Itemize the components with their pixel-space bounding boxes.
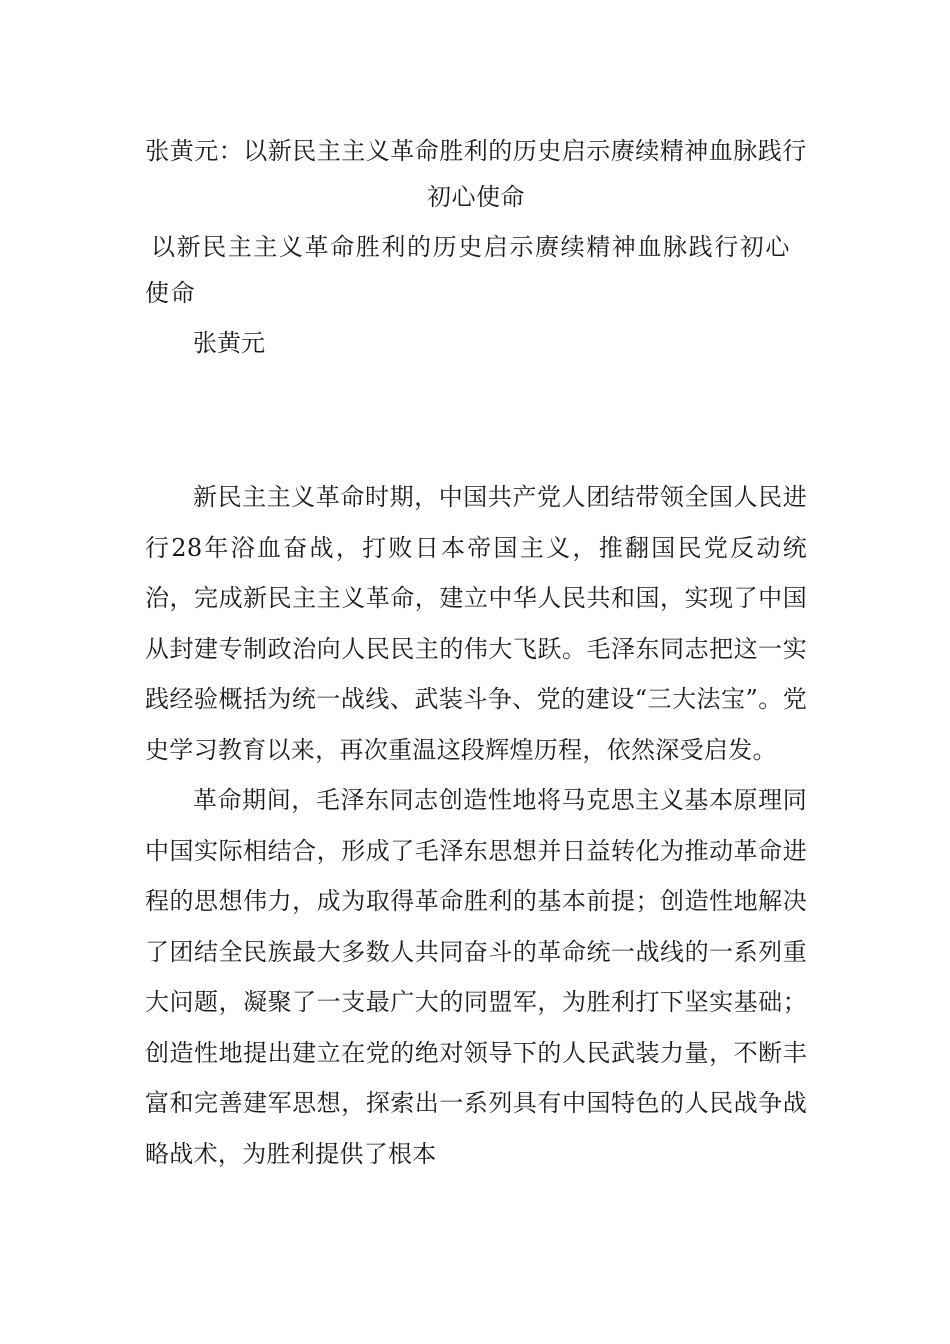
author-name: 张黄元 xyxy=(193,329,265,357)
document-subtitle: 以新民主主义革命胜利的历史启示赓续精神血脉践行初心使命 xyxy=(145,233,791,307)
body-paragraph: 革命期间，毛泽东同志创造性地将马克思主义基本原理同中国实际相结合，形成了毛泽东思想并日益转化为推动革命进程的思想伟力，成为取得革命胜利的基本前提；创造性地解决了团结全民族最大多数人共同奋斗的革命统一战线的一系列重大问题，凝聚了一支最广大的同盟军，为胜利打下坚实基础；创造性地提出建立在党的绝对领导下的人民武装力量，不断丰富和完善建军思想，探索出一系列具有中国特色的人民战争战略战术，为胜利提供了根本 xyxy=(145,786,807,1168)
document-page xyxy=(145,128,807,1179)
body-paragraph: 新民主主义革命时期，中国共产党人团结带领全国人民进行28年浴血奋战，打败日本帝国主义，推翻国民党反动统治，完成新民主主义革命，建立中华人民共和国，实现了中国从封建专制政治向人民民主的伟大飞跃。毛泽东同志把这一实践经验概括为统一战线、武装斗争、党的建设“三大法宝”。党史学习教育以来，再次重温这段辉煌历程，依然深受启发。 xyxy=(145,483,807,764)
document-title: 张黄元：以新民主主义革命胜利的历史启示赓续精神血脉践行初心使命 xyxy=(145,137,807,211)
